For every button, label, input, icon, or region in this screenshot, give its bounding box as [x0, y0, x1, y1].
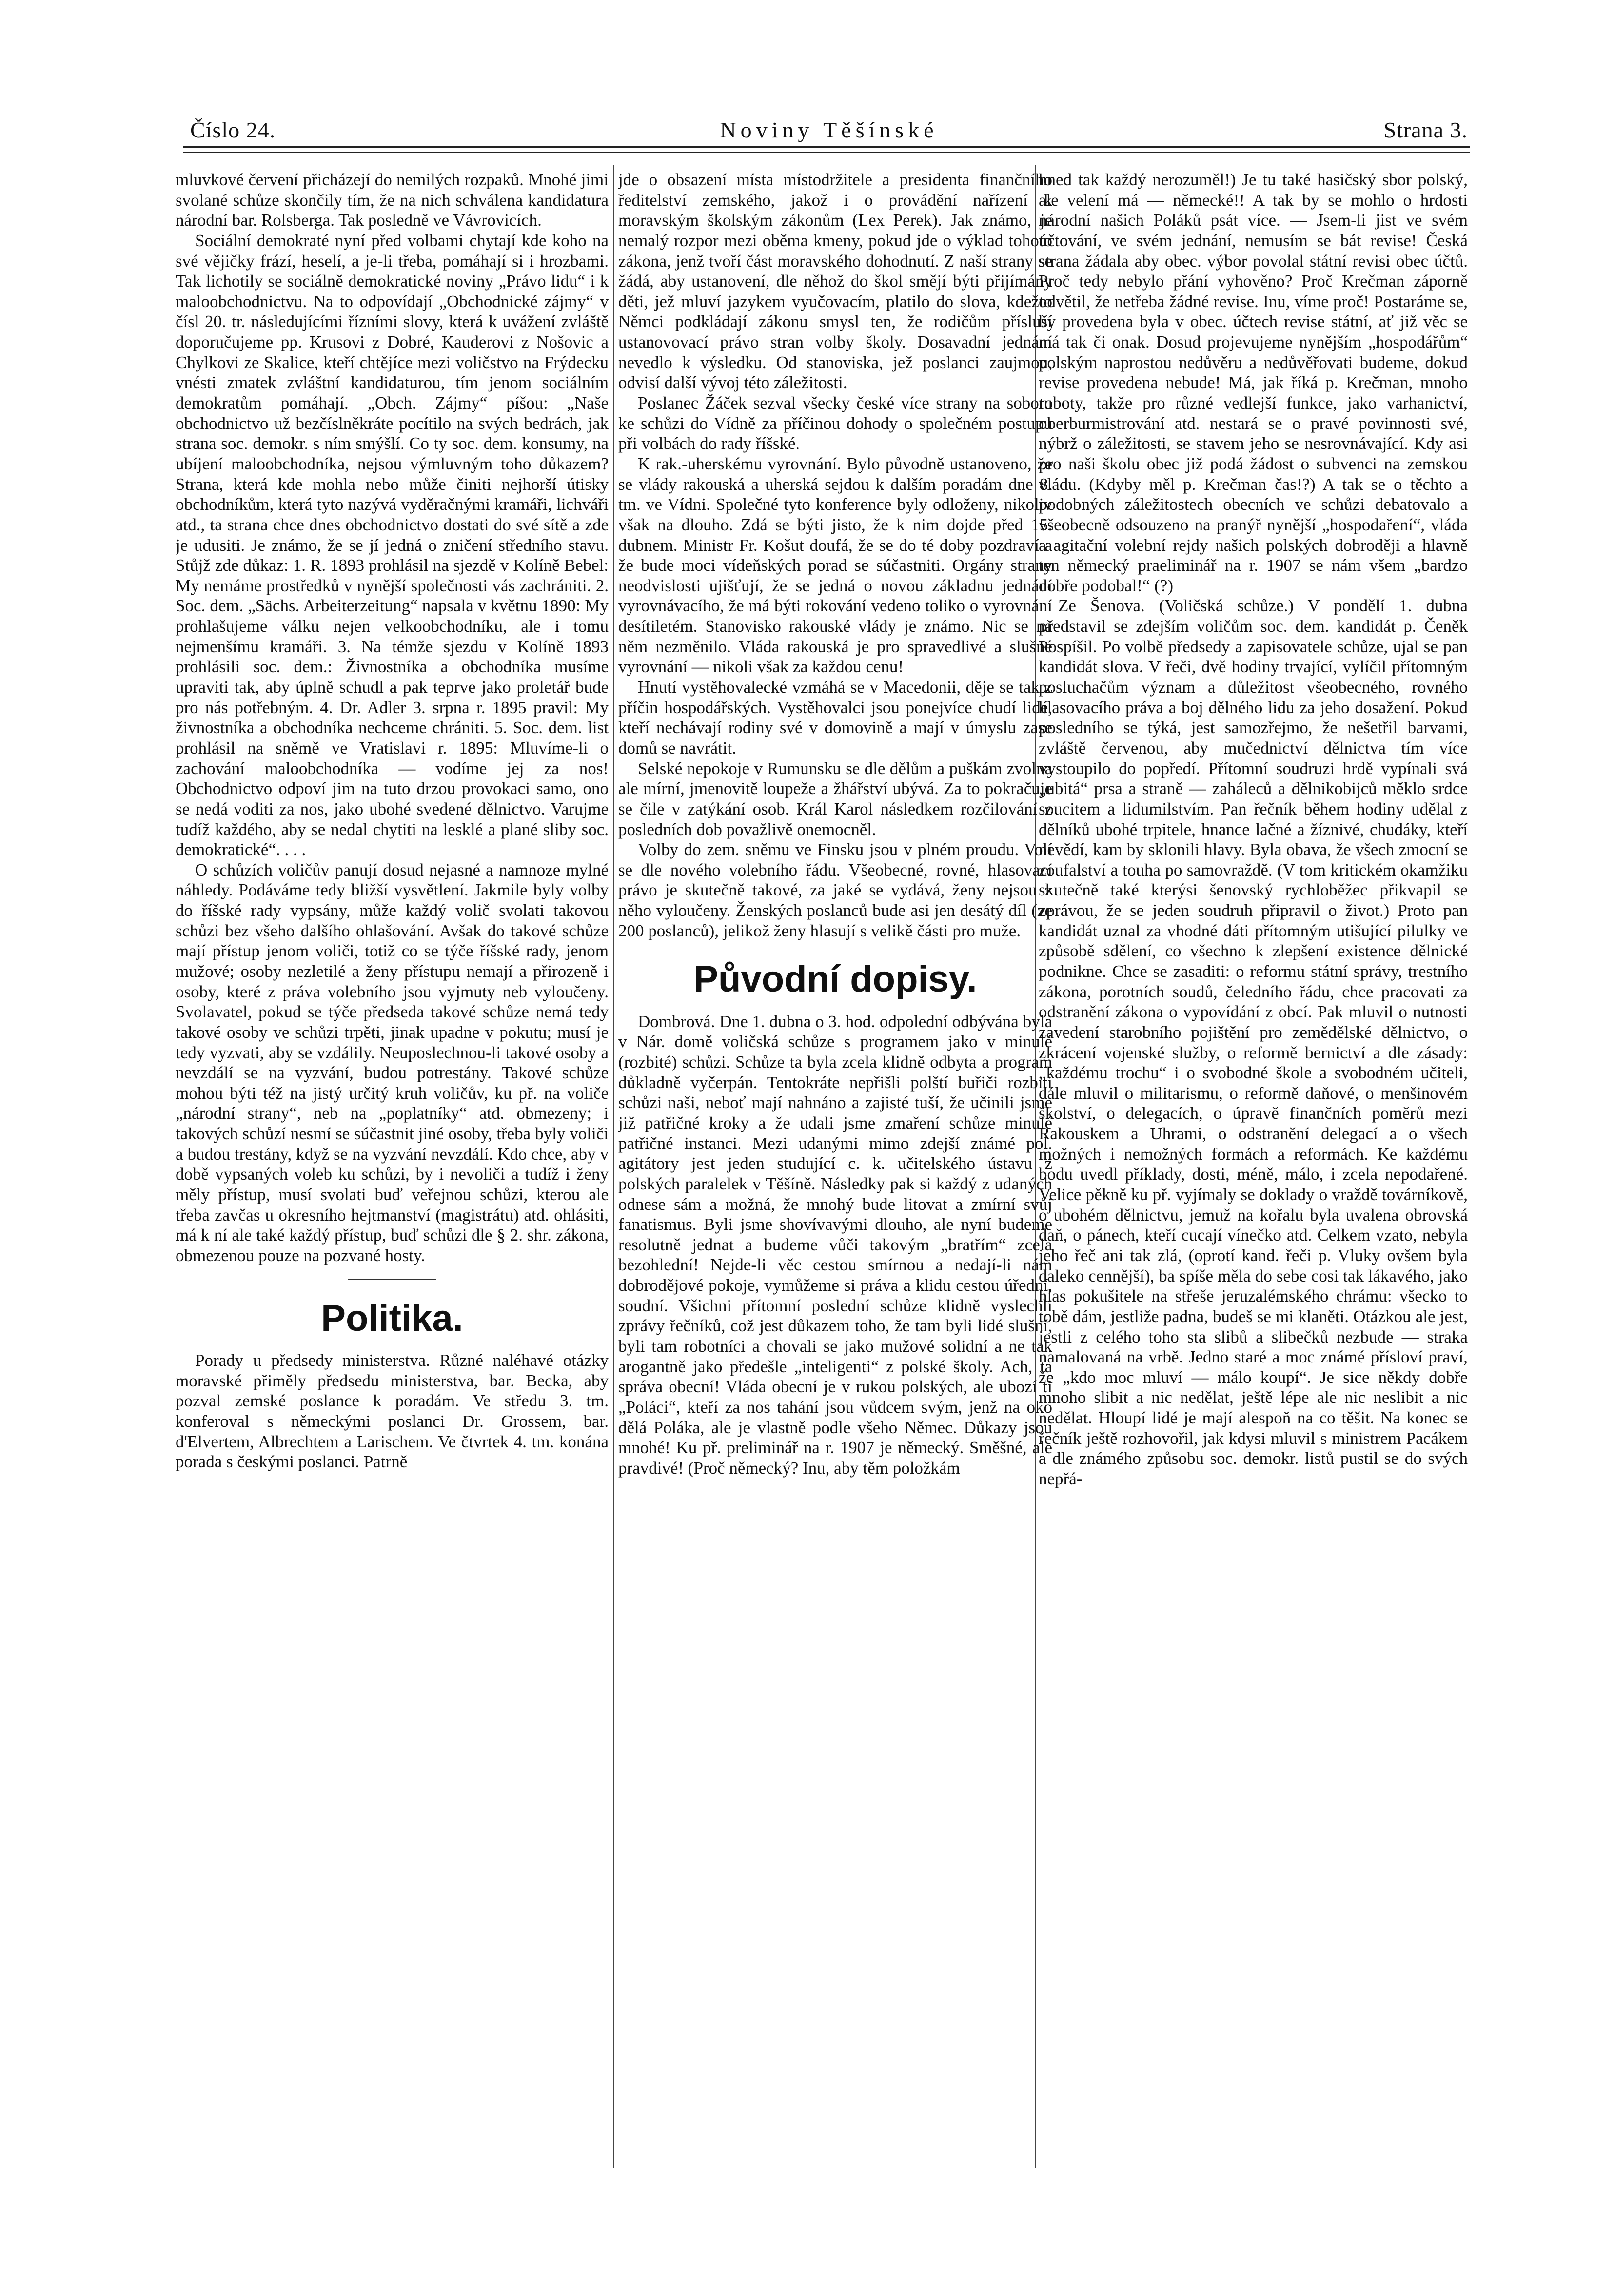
- article-socialni-demokrate: Sociální demokraté nyní před volbami chytají kde koho na své vějičky frází, heselí, a je-li třeba, pomáhají si i hrozbami. Tak lichotily se sociálně demokratické noviny „Právo lidu“ i k maloobchodnictvu. Na to odpovídají „Obchodnické zájmy“ v čísl 20. tr. následujícími řízními slovy, která k uvážení zvláště doporučujeme pp. Krusovi z Dobré, Kauderovi z Nošovic a Chylkovi ze Skalice, kteří chtějíce mezi voličstvo na Frýdecku vnésti zmatek zvláštní kandidaturou, tím jenom sociálním demokratům pomáhají. „Obch. Zájmy“ píšou: „Naše obchodnictvo už bezčíslněkráte pocítilo na svých bedrách, jak strana soc. demokr. s ním smýšlí. Co ty soc. dem. konsumy, na ubíjení maloobchodníka, nejsou výmluvným toho důkazem? Strana, která kde mohla nebo může činiti nejhorší útisky obchodníkům, která tyto nazývá vyděračnými kramáři, lichváři atd., ta strana chce dnes obchodnictvo dostati do své sítě a zde je udusiti. Je známo, že se jí jedná o zničení středního stavu. Stůjž zde důkaz: 1. R. 1893 prohlásil na sjezdě v Kolíně Bebel: My nemáme prostředků v nynější společnosti vás zachrániti. 2. Soc. dem. „Sächs. Arbeiterzeitung“ napsala v květnu 1890: My prohlašujeme válku nejen velkoobchodníku, ale i tomu nejmenšímu kramáři. 3. Na témže sjezdu v Kolíně 1893 prohlásili soc. dem.: Živnostníka a obchodníka musíme upraviti tak, aby úplně schudl a pak teprve jako proletář bude pro nás potřebným. 4. Dr. Adler 3. srpna r. 1895 pravil: My živnostníka a obchodníka nechceme chrániti. 5. Soc. dem. list prohlásil na sněmě ve Vratislavi r. 1895: Mluvíme-li o zachování maloobchodníka — vodíme jej za nos! Obchodnictvo odpoví jim na tuto drzou provokaci samo, ono se nedá voditi za nos, jako ubohé svedené dělnictvo. Varujme tudíž každého, aby se nedal chytiti na lesklé a plané sliby soc. demokratické“. . . .: [176, 231, 609, 859]
- article-makedonie: Hnutí vystěhovalecké vzmáhá se v Macedonii, děje se tak z příčin hospodářských. Vystěhovalci jsou ponejvíce chudí lidé, kteří nechávají rodiny své v domovině a mají v úmyslu zase domů se navrátit.: [618, 678, 1052, 758]
- article-paragraph: mluvkové červení přicházejí do nemilých rozpaků. Mnohé jimi svolané schůze skončily tím, že na nich schválena kandidatura národní bar. Rolsberga. Tak posledně ve Vávrovicích.: [176, 170, 609, 230]
- column-divider: [613, 165, 614, 2168]
- header-rule: [183, 146, 1470, 148]
- newspaper-title: Noviny Těšínské: [720, 117, 938, 142]
- article-ze-senova: Ze Šenova. (Voličská schůze.) V pondělí 1. dubna představil se zdejším voličům soc. dem. kandidát p. Čeněk Pospíšil. Po volbě předsedy a zapisovatele schůze, ujal se pan kandidát slova. V řeči, dvě hodiny trvající, vylíčil přítomným posluchačům význam a důležitost všeobecného, rovného hlasovacího práva a boj dělného lidu za jeho dosažení. Pokud posledního se týká, jest samozřejmo, že nešetřil barvami, zvláště červenou, aby mučednictví dělnictva tím více vystoupilo do popředí. Přítomní soudruzi hrdě vypínali svá „ubitá“ prsa a straně — zaháleců a dělnikobijců měklo srdce soucitem a lidumilstvím. Pan řečník během hodiny udělal z dělníků ubohé trpitele, hnance lačné a žíznivé, chudáky, kteří nevědí, kam by sklonili hlavy. Byla obava, že všech zmocní se zoufalství a touha po samovraždě. (V tom kritickém okamžiku skutečně také kterýsi šenovský rychloběžec přikvapil se zprávou, že se jeden soudruh připravil o život.) Proto pan kandidát uznal za vhodné dáti přítomným utišující pilulky ve způsobě sdělení, co všechno k zlepšení existence dělnické podnikne. Chce se zasaditi: o reformu státní správy, trestního zákona, porotních soudů, čeledního řádu, chce pracovati za odstranění zákona o vypovídání z obcí. Pak mluvil o nutnosti zavedení starobního pojištění pro zemědělské dělnictvo, o zkrácení vojenské služby, o reformě bernictví a dle zásady: „každému trochu“ i o svobodné škole a svobodném učiteli, dále mluvil o militarismu, o reformě daňové, o menšinovém školství, o delegacích, o úpravě finančních poměrů mezi Rakouskem a Uhrami, o odstranění delegací a o všech možných i nemožných formách a reformách. Ke každému bodu uvedl příklady, dosti, méně, málo, i zcela nepodařené. Velice pěkně ku př. vyjímaly se doklady o vraždě továrníkově, o ubohém dělnictvu, jemuž na kořalu byla uvalena obrovská daň, o pánech, kteří cucají vínečko atd. Celkem vzato, nebyla jeho řeč ani tak zlá, (oprotí kand. řeči p. Vluky ovšem byla daleko cennější), ba spíše měla do sebe cosi tak lákavého, jako hlas pokušitele na střeše jeruzalémského chrámu: všecko to tobě dám, jestliže padna, budeš se mi klaněti. Otázkou ale jest, jestli z celého toho sta slibů a slibečků nezbude — straka namalovaná na vrbě. Jedno staré a moc známé přísloví praví, že „kdo moc mluví — málo koupí“. Je sice někdy dobře mnoho slibit a nic nedělat, ještě lépe ale nic neslibit a nic nedělat. Hloupí lidé je mají alespoň na co těšit. Na konec se řečník ještě rozhovořil, jak kdysi mluvil s ministrem Pacákem a dle známého způsobu soc. demokr. listů pustil se do svých nepřá-: [1039, 596, 1468, 1488]
- article-schuze-volicu: O schůzích voličův panují dosud nejasné a namnoze mylné náhledy. Podáváme tedy bližší vysvětlení. Jakmile byly volby do říšské rady vypsány, může každý volič svolati takovou schůzi bez všeho dalšího ohlašování. Avšak do takové schůze mají přístup jenom voliči, totiž co se týče říšské rady, jenom mužové; osoby nezletilé a ženy přístupu nemají a přirozeně i osoby, které z práva volebního jsou vyjmuty neb vyloučeny. Svolavatel, pokud se týče předseda takové schůze nemá tedy takové osoby ve schůzi trpěti, jinak upadne v pokutu; musí je tedy vyzvati, aby se vzdálily. Neuposlechnou-li takové osoby a nevzdálí se na vyzvání, budou potrestány. Takové schůze mohou býti též na jistý určitý kruh voličův, ku př. na voliče „národní strany“, neb na „poplatníky“ atd. obmezeny; i takových schůzí nesmí se súčastnit jiné osoby, třeba byly voliči a budou trestány, když se na vyzvání nevzdálí. Kdo chce, aby v době vypsaných voleb ku schůzi, by i nevoliči a tudíž i ženy měly přístup, musí svolati buď veřejnou schůzi, kterou ale třeba zavčas u okresního hejtmanství (magistrátu) atd. ohlásiti, má k ní ale také každý přístup, buď schůzi dle § 2. shr. zákona, obmezenou pouze na pozvané hosty.: [176, 860, 609, 1265]
- article-finsko: Volby do zem. sněmu ve Finsku jsou v plném proudu. Volí se dle nového volebního řádu. Všeobecné, rovné, hlasovací právo je skutečně takové, za jaké se vydává, ženy nejsou z něho vyloučeny. Ženských poslanců bude asi jen desátý díl (ze 200 poslanců), jelikož ženy hlasují s velikě části pro muže.: [618, 840, 1052, 940]
- article-paragraph: jde o obsazení místa místodržitele a presidenta finančního ředitelství zemského, jakož i o provádění nařízení k moravským školským zákonům (Lex Perek). Jak známo, je nemalý rozpor mezi oběma kmeny, pokud jde o výklad tohoto zákona, jenž tvoří část moravského dohodnutí. Z naší strany se žádá, aby ustanovení, dle něhož do škol smějí býti přijímány děti, jež mluví jazykem vyučovacím, platilo do slova, kdežto Němci podkládají zákonu smysl ten, že rodičům přísluší ustanovovací právo stran volby školy. Dosavadní jednání nevedlo k výsledku. Od stanoviska, jež poslanci zaujmou, odvisí další vývoj této záležitosti.: [618, 170, 1052, 392]
- article-zacek: Poslanec Žáček sezval všecky české více strany na sobotu ke schůzi do Vídně za příčinou dohody o společném postupu při volbách do rady říšské.: [618, 393, 1052, 453]
- section-heading-politika: Politika.: [321, 1297, 463, 1339]
- section-divider: [348, 1279, 436, 1280]
- article-rumunsko: Selské nepokoje v Rumunsku se dle dělům a puškám zvolna ale mírní, jmenovitě loupeže a žhářství ubývá. Za to pokračuje se čile v zatýkání osob. Král Karol následkem rozčilování z posledních dob považlivě onemocněl.: [618, 759, 1052, 839]
- page-number: Strana 3.: [1383, 117, 1468, 142]
- column-1: [176, 170, 609, 2169]
- issue-number: Číslo 24.: [190, 117, 276, 142]
- article-porady: Porady u předsedy ministerstva. Různé naléhavé otázky moravské přiměly předsedu ministerstva, bar. Becka, aby pozval zemské poslance k poradám. Ve středu 3. tm. konferoval s německými poslanci Dr. Grossem, bar. d'Elvertem, Albrechtem a Larischem. Ve čtvrtek 4. tm. konána porada s českými poslanci. Patrně: [176, 1351, 609, 1472]
- article-dombrova: Dombrová. Dne 1. dubna o 3. hod. odpolední odbývána byla v Nár. domě voličská schůze s programem jako v minulé (rozbité) schůzi. Schůze ta byla zcela klidně odbyta a program důkladně vyčerpán. Tentokráte nepřišli polští buřiči rozbiti schůzi naši, neboť mají nahnáno a zajisté tuší, že učinili jsme již patřičné kroky a že udali jsme zmaření schůze minulé patřičné instanci. Mezi udanými mimo zdejší známé pol. agitátory jest jeden studující c. k. učitelského ústavu z polských paralelek v Těšíně. Následky pak si každý z udaných odnese sám a možná, že mnohý bude litovat a zmírní svůj fanatismus. Byli jsme shovívavými dlouho, ale nyní budeme resolutně jednat a budeme vůči takovým „bratřím“ zcela bezohlední! Nejde-li věc cestou smírnou a nedají-li nám dobrodějové pokoje, vymůžeme si práva a klidu cestou úřední, soudní. Všichni přítomní poslední schůze klidně vyslechli zprávy řečníků, což jest důkazem toho, že tam byli lidé slušní, byli tam robotníci a chovali se jako mužové solidní a ne tak arogantně jako předešle „inteligenti“ z polské školy. Ach, ta správa obecní! Vláda obecní je v rukou polských, ale ubozí ti „Poláci“, kteří za nos tahání jsou vůdcem svým, jenž na oko dělá Poláka, ale je vlastně podle všeho Němec. Důkazy jsou mnohé! Ku př. preliminář na r. 1907 je německý. Směšné, ale pravdivé! (Proč německý? Inu, aby těm položkám: [618, 1012, 1052, 1478]
- article-vyrovnani: K rak.-uherskému vyrovnání. Bylo původně ustanoveno, že se vlády rakouská a uherská sejdou k dalším poradám dne 8. tm. ve Vídni. Společné tyto konference byly odloženy, nikoliv však na dlouho. Zdá se býti jisto, že k nim dojde před 15. dubnem. Ministr Fr. Košut doufá, že se do té doby pozdraví a že bude moci vídeňských porad se súčastniti. Orgány strany neodvislosti ujišťují, že se jedná o novou základnu jednání vyrovnávacího, že má býti rokování vedeno toliko o vyrovnání desítiletém. Stanovisko rakouské vlády je známo. Nic se na něm nezměnilo. Vláda rakouská je pro spravedlivé a slušné vyrovnání — nikoli však za každou cenu!: [618, 454, 1052, 677]
- article-paragraph: hned tak každý nerozuměl!) Je tu také hasičský sbor polský, ale velení má — německé!! A tak by se mohlo o hrdosti národní našich Poláků psát více. — Jsem-li jist ve svém účtování, ve svém jednání, nemusím se bát revise! Česká strana žádala aby obec. výbor povolal státní revisi obec účtů. Proč tedy nebylo přání vyhověno? Proč Krečman záporně odvětil, že netřeba žádné revise. Inu, víme proč! Postaráme se, by provedena byla v obec. účtech revise státní, ať již věc se má tak či onak. Dosud projevujeme nynějším „hospodářům“ polským naprostou nedůvěru a nedůvěřovati budeme, dokud revise provedena nebude! Má, jak říká p. Krečman, mnoho roboty, takže pro různé vedlejší funkce, jako varhanictví, oberburmistrování atd. nestará se o pravé povinnosti své, nýbrž o záležitosti, se stavem jeho se nesrovnávající. Kdy asi pro naši školu obec již podá žádost o subvenci na zemskou vládu. (Kdyby měl p. Krečman čas!?) A tak se o těchto a podobných záležitostech obecních ve schůzi debatovalo a všeobecně odsouzeno na pranýř nynější „hospodaření“, vláda a agitační volební rejdy našich polských dobroději a hlavně ten německý praeliminář na r. 1907 se nám všem „bardzo dobře podobal!“ (?): [1039, 170, 1468, 595]
- page-header: [190, 111, 1468, 145]
- column-3: [1039, 170, 1468, 2169]
- column-2: [618, 170, 1052, 2169]
- section-heading-puvodni-dopisy: Původní dopisy.: [693, 958, 977, 1000]
- header-rule-thin: [183, 152, 1470, 153]
